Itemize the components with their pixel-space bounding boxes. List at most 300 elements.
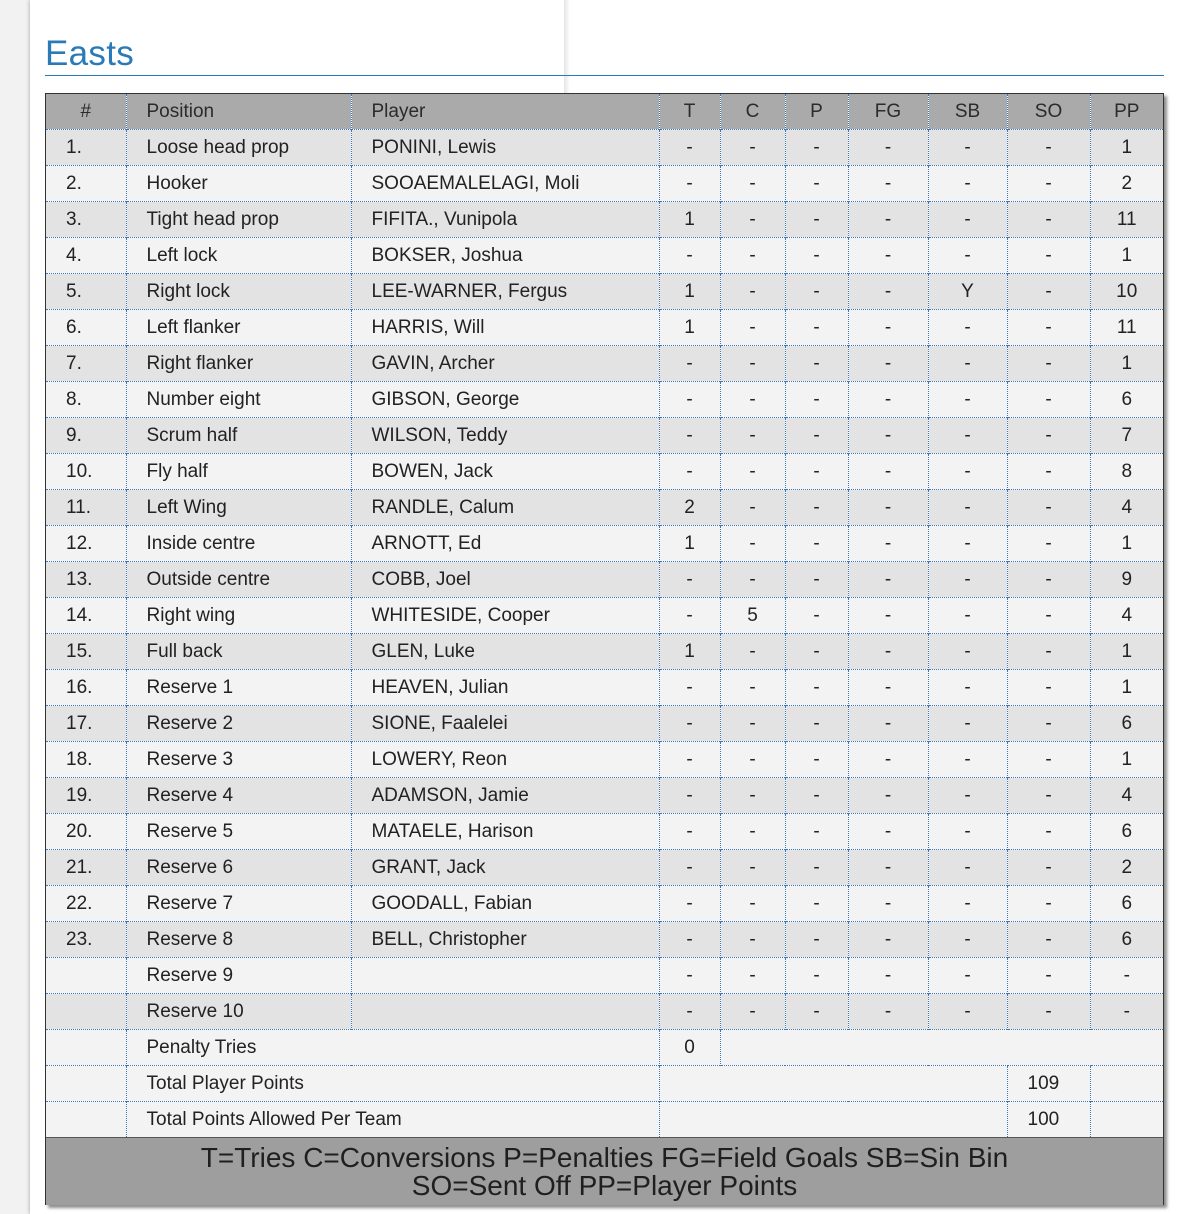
total-points-allowed-row <box>46 1102 1163 1138</box>
row-number <box>46 958 126 994</box>
col-header-sent-off: SO <box>1007 94 1090 130</box>
conversions-cell: - <box>720 526 785 562</box>
row-number: 8. <box>46 382 126 418</box>
sent-off-cell: - <box>1007 778 1090 814</box>
row-number: 21. <box>46 850 126 886</box>
col-header-field-goals: FG <box>848 94 928 130</box>
player-points-cell: 2 <box>1090 850 1163 886</box>
table-row <box>46 310 1163 346</box>
position-cell: Tight head prop <box>126 202 351 238</box>
col-header-player-points: PP <box>1090 94 1163 130</box>
sin-bin-cell: - <box>928 238 1007 274</box>
summary-blank-cell <box>46 1066 126 1102</box>
position-cell: Left flanker <box>126 310 351 346</box>
field-goals-cell: - <box>848 202 928 238</box>
player-points-cell: 1 <box>1090 670 1163 706</box>
tries-cell: - <box>659 850 720 886</box>
sent-off-cell: - <box>1007 130 1090 166</box>
player-points-cell: 1 <box>1090 742 1163 778</box>
total-points-allowed-value: 100 <box>1007 1102 1090 1138</box>
table-row <box>46 814 1163 850</box>
total-player-points-row <box>46 1066 1163 1102</box>
sin-bin-cell: - <box>928 562 1007 598</box>
summary-blank-cell <box>659 1102 1007 1138</box>
table-row <box>46 670 1163 706</box>
col-header-penalties: P <box>785 94 848 130</box>
field-goals-cell: - <box>848 130 928 166</box>
sin-bin-cell: - <box>928 202 1007 238</box>
sin-bin-cell: - <box>928 742 1007 778</box>
table-row <box>46 598 1163 634</box>
field-goals-cell: - <box>848 598 928 634</box>
sin-bin-cell: - <box>928 130 1007 166</box>
summary-blank-cell <box>46 1102 126 1138</box>
table-row <box>46 850 1163 886</box>
sent-off-cell: - <box>1007 310 1090 346</box>
sent-off-cell: - <box>1007 418 1090 454</box>
player-name-cell: GLEN, Luke <box>351 634 659 670</box>
sent-off-cell: - <box>1007 670 1090 706</box>
row-number: 15. <box>46 634 126 670</box>
score-table-frame <box>45 93 1164 1205</box>
tries-cell: - <box>659 130 720 166</box>
sent-off-cell: - <box>1007 994 1090 1030</box>
player-name-cell: SIONE, Faalelei <box>351 706 659 742</box>
field-goals-cell: - <box>848 418 928 454</box>
player-points-cell: 2 <box>1090 166 1163 202</box>
tries-cell: - <box>659 886 720 922</box>
table-row <box>46 454 1163 490</box>
summary-blank-cell <box>1090 1102 1163 1138</box>
summary-blank-cell <box>46 1030 126 1066</box>
field-goals-cell: - <box>848 382 928 418</box>
conversions-cell: - <box>720 670 785 706</box>
sent-off-cell: - <box>1007 958 1090 994</box>
sin-bin-cell: - <box>928 526 1007 562</box>
table-row <box>46 994 1163 1030</box>
sin-bin-cell: - <box>928 418 1007 454</box>
row-number: 10. <box>46 454 126 490</box>
player-name-cell <box>351 958 659 994</box>
sent-off-cell: - <box>1007 346 1090 382</box>
player-points-cell: - <box>1090 994 1163 1030</box>
player-name-cell: COBB, Joel <box>351 562 659 598</box>
player-points-cell: 11 <box>1090 310 1163 346</box>
penalties-cell: - <box>785 382 848 418</box>
tries-cell: - <box>659 454 720 490</box>
position-cell: Reserve 10 <box>126 994 351 1030</box>
conversions-cell: - <box>720 274 785 310</box>
player-name-cell: BOKSER, Joshua <box>351 238 659 274</box>
sin-bin-cell: - <box>928 310 1007 346</box>
position-cell: Fly half <box>126 454 351 490</box>
sent-off-cell: - <box>1007 850 1090 886</box>
penalties-cell: - <box>785 742 848 778</box>
position-cell: Loose head prop <box>126 130 351 166</box>
row-number: 9. <box>46 418 126 454</box>
table-row <box>46 238 1163 274</box>
conversions-cell: - <box>720 202 785 238</box>
table-header-row <box>46 94 1163 130</box>
sin-bin-cell: - <box>928 958 1007 994</box>
conversions-cell: - <box>720 418 785 454</box>
sent-off-cell: - <box>1007 706 1090 742</box>
tries-cell: 2 <box>659 490 720 526</box>
position-cell: Reserve 3 <box>126 742 351 778</box>
player-score-table <box>46 94 1163 1137</box>
sin-bin-cell: - <box>928 634 1007 670</box>
penalties-cell: - <box>785 526 848 562</box>
legend-line-1: T=Tries C=Conversions P=Penalties FG=Field Goals SB=Sin Bin <box>200 1142 1009 1173</box>
table-row <box>46 922 1163 958</box>
position-cell: Outside centre <box>126 562 351 598</box>
penalties-cell: - <box>785 994 848 1030</box>
conversions-cell: - <box>720 310 785 346</box>
position-cell: Reserve 7 <box>126 886 351 922</box>
sin-bin-cell: - <box>928 706 1007 742</box>
sent-off-cell: - <box>1007 166 1090 202</box>
field-goals-cell: - <box>848 994 928 1030</box>
sent-off-cell: - <box>1007 454 1090 490</box>
row-number: 2. <box>46 166 126 202</box>
tries-cell: 1 <box>659 202 720 238</box>
tries-cell: - <box>659 382 720 418</box>
page-fold-shadow <box>564 0 570 95</box>
table-row <box>46 706 1163 742</box>
field-goals-cell: - <box>848 814 928 850</box>
sent-off-cell: - <box>1007 274 1090 310</box>
tries-cell: - <box>659 670 720 706</box>
player-points-cell: 9 <box>1090 562 1163 598</box>
player-name-cell: WILSON, Teddy <box>351 418 659 454</box>
conversions-cell: - <box>720 850 785 886</box>
row-number: 6. <box>46 310 126 346</box>
tries-cell: - <box>659 238 720 274</box>
conversions-cell: - <box>720 490 785 526</box>
conversions-cell: - <box>720 922 785 958</box>
player-points-cell: 1 <box>1090 346 1163 382</box>
sin-bin-cell: - <box>928 454 1007 490</box>
position-cell: Right lock <box>126 274 351 310</box>
penalties-cell: - <box>785 202 848 238</box>
row-number: 11. <box>46 490 126 526</box>
conversions-cell: - <box>720 706 785 742</box>
position-cell: Scrum half <box>126 418 351 454</box>
conversions-cell: - <box>720 742 785 778</box>
penalties-cell: - <box>785 814 848 850</box>
conversions-cell: - <box>720 958 785 994</box>
table-row <box>46 742 1163 778</box>
row-number: 14. <box>46 598 126 634</box>
penalties-cell: - <box>785 922 848 958</box>
field-goals-cell: - <box>848 778 928 814</box>
table-row <box>46 958 1163 994</box>
position-cell: Reserve 9 <box>126 958 351 994</box>
sin-bin-cell: Y <box>928 274 1007 310</box>
penalties-cell: - <box>785 418 848 454</box>
position-cell: Reserve 1 <box>126 670 351 706</box>
sent-off-cell: - <box>1007 742 1090 778</box>
row-number: 20. <box>46 814 126 850</box>
player-name-cell: HARRIS, Will <box>351 310 659 346</box>
total-points-allowed-label: Total Points Allowed Per Team <box>126 1102 659 1138</box>
tries-cell: - <box>659 418 720 454</box>
col-header-conversions: C <box>720 94 785 130</box>
penalties-cell: - <box>785 886 848 922</box>
sin-bin-cell: - <box>928 598 1007 634</box>
field-goals-cell: - <box>848 886 928 922</box>
tries-cell: 1 <box>659 274 720 310</box>
tries-cell: - <box>659 166 720 202</box>
table-row <box>46 562 1163 598</box>
field-goals-cell: - <box>848 490 928 526</box>
legend-line-2: SO=Sent Off PP=Player Points <box>411 1170 798 1201</box>
summary-blank-cell <box>659 1066 1007 1102</box>
summary-blank-cell <box>1090 1066 1163 1102</box>
player-points-cell: 1 <box>1090 634 1163 670</box>
table-row <box>46 778 1163 814</box>
player-points-cell: 4 <box>1090 490 1163 526</box>
player-points-cell: 6 <box>1090 382 1163 418</box>
penalties-cell: - <box>785 454 848 490</box>
penalty-tries-label: Penalty Tries <box>126 1030 659 1066</box>
sent-off-cell: - <box>1007 562 1090 598</box>
conversions-cell: - <box>720 382 785 418</box>
player-points-cell: 1 <box>1090 238 1163 274</box>
conversions-cell: 5 <box>720 598 785 634</box>
field-goals-cell: - <box>848 634 928 670</box>
row-number: 13. <box>46 562 126 598</box>
row-number <box>46 994 126 1030</box>
row-number: 5. <box>46 274 126 310</box>
col-header-number: # <box>46 94 126 130</box>
sin-bin-cell: - <box>928 922 1007 958</box>
table-body <box>46 130 1163 1030</box>
team-title: Easts <box>45 34 135 73</box>
sent-off-cell: - <box>1007 382 1090 418</box>
position-cell: Right flanker <box>126 346 351 382</box>
player-name-cell: LEE-WARNER, Fergus <box>351 274 659 310</box>
player-name-cell: HEAVEN, Julian <box>351 670 659 706</box>
total-player-points-value: 109 <box>1007 1066 1090 1102</box>
player-name-cell: WHITESIDE, Cooper <box>351 598 659 634</box>
penalties-cell: - <box>785 166 848 202</box>
field-goals-cell: - <box>848 238 928 274</box>
abbreviation-legend <box>46 1137 1163 1205</box>
tries-cell: - <box>659 562 720 598</box>
summary-blank-cell <box>720 1030 1163 1066</box>
col-header-position: Position <box>126 94 351 130</box>
sent-off-cell: - <box>1007 922 1090 958</box>
sin-bin-cell: - <box>928 850 1007 886</box>
field-goals-cell: - <box>848 166 928 202</box>
player-name-cell <box>351 994 659 1030</box>
field-goals-cell: - <box>848 742 928 778</box>
table-row <box>46 418 1163 454</box>
player-name-cell: BOWEN, Jack <box>351 454 659 490</box>
player-points-cell: 6 <box>1090 706 1163 742</box>
table-row <box>46 490 1163 526</box>
field-goals-cell: - <box>848 922 928 958</box>
penalties-cell: - <box>785 346 848 382</box>
conversions-cell: - <box>720 562 785 598</box>
player-points-cell: 7 <box>1090 418 1163 454</box>
player-name-cell: GIBSON, George <box>351 382 659 418</box>
row-number: 23. <box>46 922 126 958</box>
row-number: 1. <box>46 130 126 166</box>
player-name-cell: SOOAEMALELAGI, Moli <box>351 166 659 202</box>
player-name-cell: LOWERY, Reon <box>351 742 659 778</box>
sin-bin-cell: - <box>928 814 1007 850</box>
sent-off-cell: - <box>1007 814 1090 850</box>
penalties-cell: - <box>785 310 848 346</box>
row-number: 12. <box>46 526 126 562</box>
table-row <box>46 130 1163 166</box>
table-row <box>46 346 1163 382</box>
position-cell: Number eight <box>126 382 351 418</box>
player-points-cell: 11 <box>1090 202 1163 238</box>
conversions-cell: - <box>720 454 785 490</box>
conversions-cell: - <box>720 130 785 166</box>
tries-cell: - <box>659 346 720 382</box>
tries-cell: - <box>659 742 720 778</box>
player-points-cell: 4 <box>1090 778 1163 814</box>
position-cell: Right wing <box>126 598 351 634</box>
row-number: 7. <box>46 346 126 382</box>
sent-off-cell: - <box>1007 598 1090 634</box>
player-points-cell: 1 <box>1090 130 1163 166</box>
sent-off-cell: - <box>1007 526 1090 562</box>
position-cell: Reserve 2 <box>126 706 351 742</box>
conversions-cell: - <box>720 778 785 814</box>
penalties-cell: - <box>785 598 848 634</box>
row-number: 22. <box>46 886 126 922</box>
player-name-cell: GOODALL, Fabian <box>351 886 659 922</box>
field-goals-cell: - <box>848 310 928 346</box>
tries-cell: - <box>659 598 720 634</box>
table-row <box>46 886 1163 922</box>
player-name-cell: BELL, Christopher <box>351 922 659 958</box>
conversions-cell: - <box>720 346 785 382</box>
penalties-cell: - <box>785 850 848 886</box>
position-cell: Hooker <box>126 166 351 202</box>
player-name-cell: GAVIN, Archer <box>351 346 659 382</box>
player-points-cell: - <box>1090 958 1163 994</box>
player-points-cell: 4 <box>1090 598 1163 634</box>
penalties-cell: - <box>785 130 848 166</box>
tries-cell: - <box>659 814 720 850</box>
player-name-cell: FIFITA., Vunipola <box>351 202 659 238</box>
table-row <box>46 274 1163 310</box>
table-row <box>46 526 1163 562</box>
penalties-cell: - <box>785 958 848 994</box>
sent-off-cell: - <box>1007 490 1090 526</box>
sin-bin-cell: - <box>928 886 1007 922</box>
sent-off-cell: - <box>1007 202 1090 238</box>
position-cell: Full back <box>126 634 351 670</box>
position-cell: Reserve 6 <box>126 850 351 886</box>
sin-bin-cell: - <box>928 670 1007 706</box>
player-name-cell: ARNOTT, Ed <box>351 526 659 562</box>
table-row <box>46 166 1163 202</box>
table-row <box>46 634 1163 670</box>
player-name-cell: GRANT, Jack <box>351 850 659 886</box>
tries-cell: - <box>659 994 720 1030</box>
tries-cell: 1 <box>659 526 720 562</box>
table-row <box>46 202 1163 238</box>
sent-off-cell: - <box>1007 238 1090 274</box>
position-cell: Left Wing <box>126 490 351 526</box>
penalty-tries-row <box>46 1030 1163 1066</box>
row-number: 18. <box>46 742 126 778</box>
player-points-cell: 1 <box>1090 526 1163 562</box>
sin-bin-cell: - <box>928 778 1007 814</box>
row-number: 3. <box>46 202 126 238</box>
field-goals-cell: - <box>848 526 928 562</box>
conversions-cell: - <box>720 238 785 274</box>
penalty-tries-value: 0 <box>659 1030 720 1066</box>
penalties-cell: - <box>785 490 848 526</box>
sin-bin-cell: - <box>928 994 1007 1030</box>
tries-cell: - <box>659 922 720 958</box>
sin-bin-cell: - <box>928 490 1007 526</box>
field-goals-cell: - <box>848 562 928 598</box>
position-cell: Inside centre <box>126 526 351 562</box>
penalties-cell: - <box>785 238 848 274</box>
player-name-cell: PONINI, Lewis <box>351 130 659 166</box>
sent-off-cell: - <box>1007 886 1090 922</box>
player-points-cell: 8 <box>1090 454 1163 490</box>
player-name-cell: MATAELE, Harison <box>351 814 659 850</box>
penalties-cell: - <box>785 562 848 598</box>
sent-off-cell: - <box>1007 634 1090 670</box>
field-goals-cell: - <box>848 706 928 742</box>
position-cell: Reserve 5 <box>126 814 351 850</box>
field-goals-cell: - <box>848 850 928 886</box>
col-header-player: Player <box>351 94 659 130</box>
penalties-cell: - <box>785 706 848 742</box>
conversions-cell: - <box>720 166 785 202</box>
position-cell: Reserve 4 <box>126 778 351 814</box>
penalties-cell: - <box>785 634 848 670</box>
tries-cell: 1 <box>659 310 720 346</box>
player-name-cell: RANDLE, Calum <box>351 490 659 526</box>
conversions-cell: - <box>720 634 785 670</box>
tries-cell: - <box>659 958 720 994</box>
field-goals-cell: - <box>848 454 928 490</box>
conversions-cell: - <box>720 886 785 922</box>
tries-cell: - <box>659 778 720 814</box>
player-points-cell: 10 <box>1090 274 1163 310</box>
col-header-sin-bin: SB <box>928 94 1007 130</box>
position-cell: Reserve 8 <box>126 922 351 958</box>
penalties-cell: - <box>785 274 848 310</box>
tries-cell: 1 <box>659 634 720 670</box>
title-rule <box>45 75 1164 76</box>
sin-bin-cell: - <box>928 166 1007 202</box>
field-goals-cell: - <box>848 958 928 994</box>
tries-cell: - <box>659 706 720 742</box>
summary-body <box>46 1030 1163 1138</box>
row-number: 4. <box>46 238 126 274</box>
position-cell: Left lock <box>126 238 351 274</box>
row-number: 17. <box>46 706 126 742</box>
penalties-cell: - <box>785 670 848 706</box>
penalties-cell: - <box>785 778 848 814</box>
total-player-points-label: Total Player Points <box>126 1066 659 1102</box>
table-row <box>46 382 1163 418</box>
player-name-cell: ADAMSON, Jamie <box>351 778 659 814</box>
